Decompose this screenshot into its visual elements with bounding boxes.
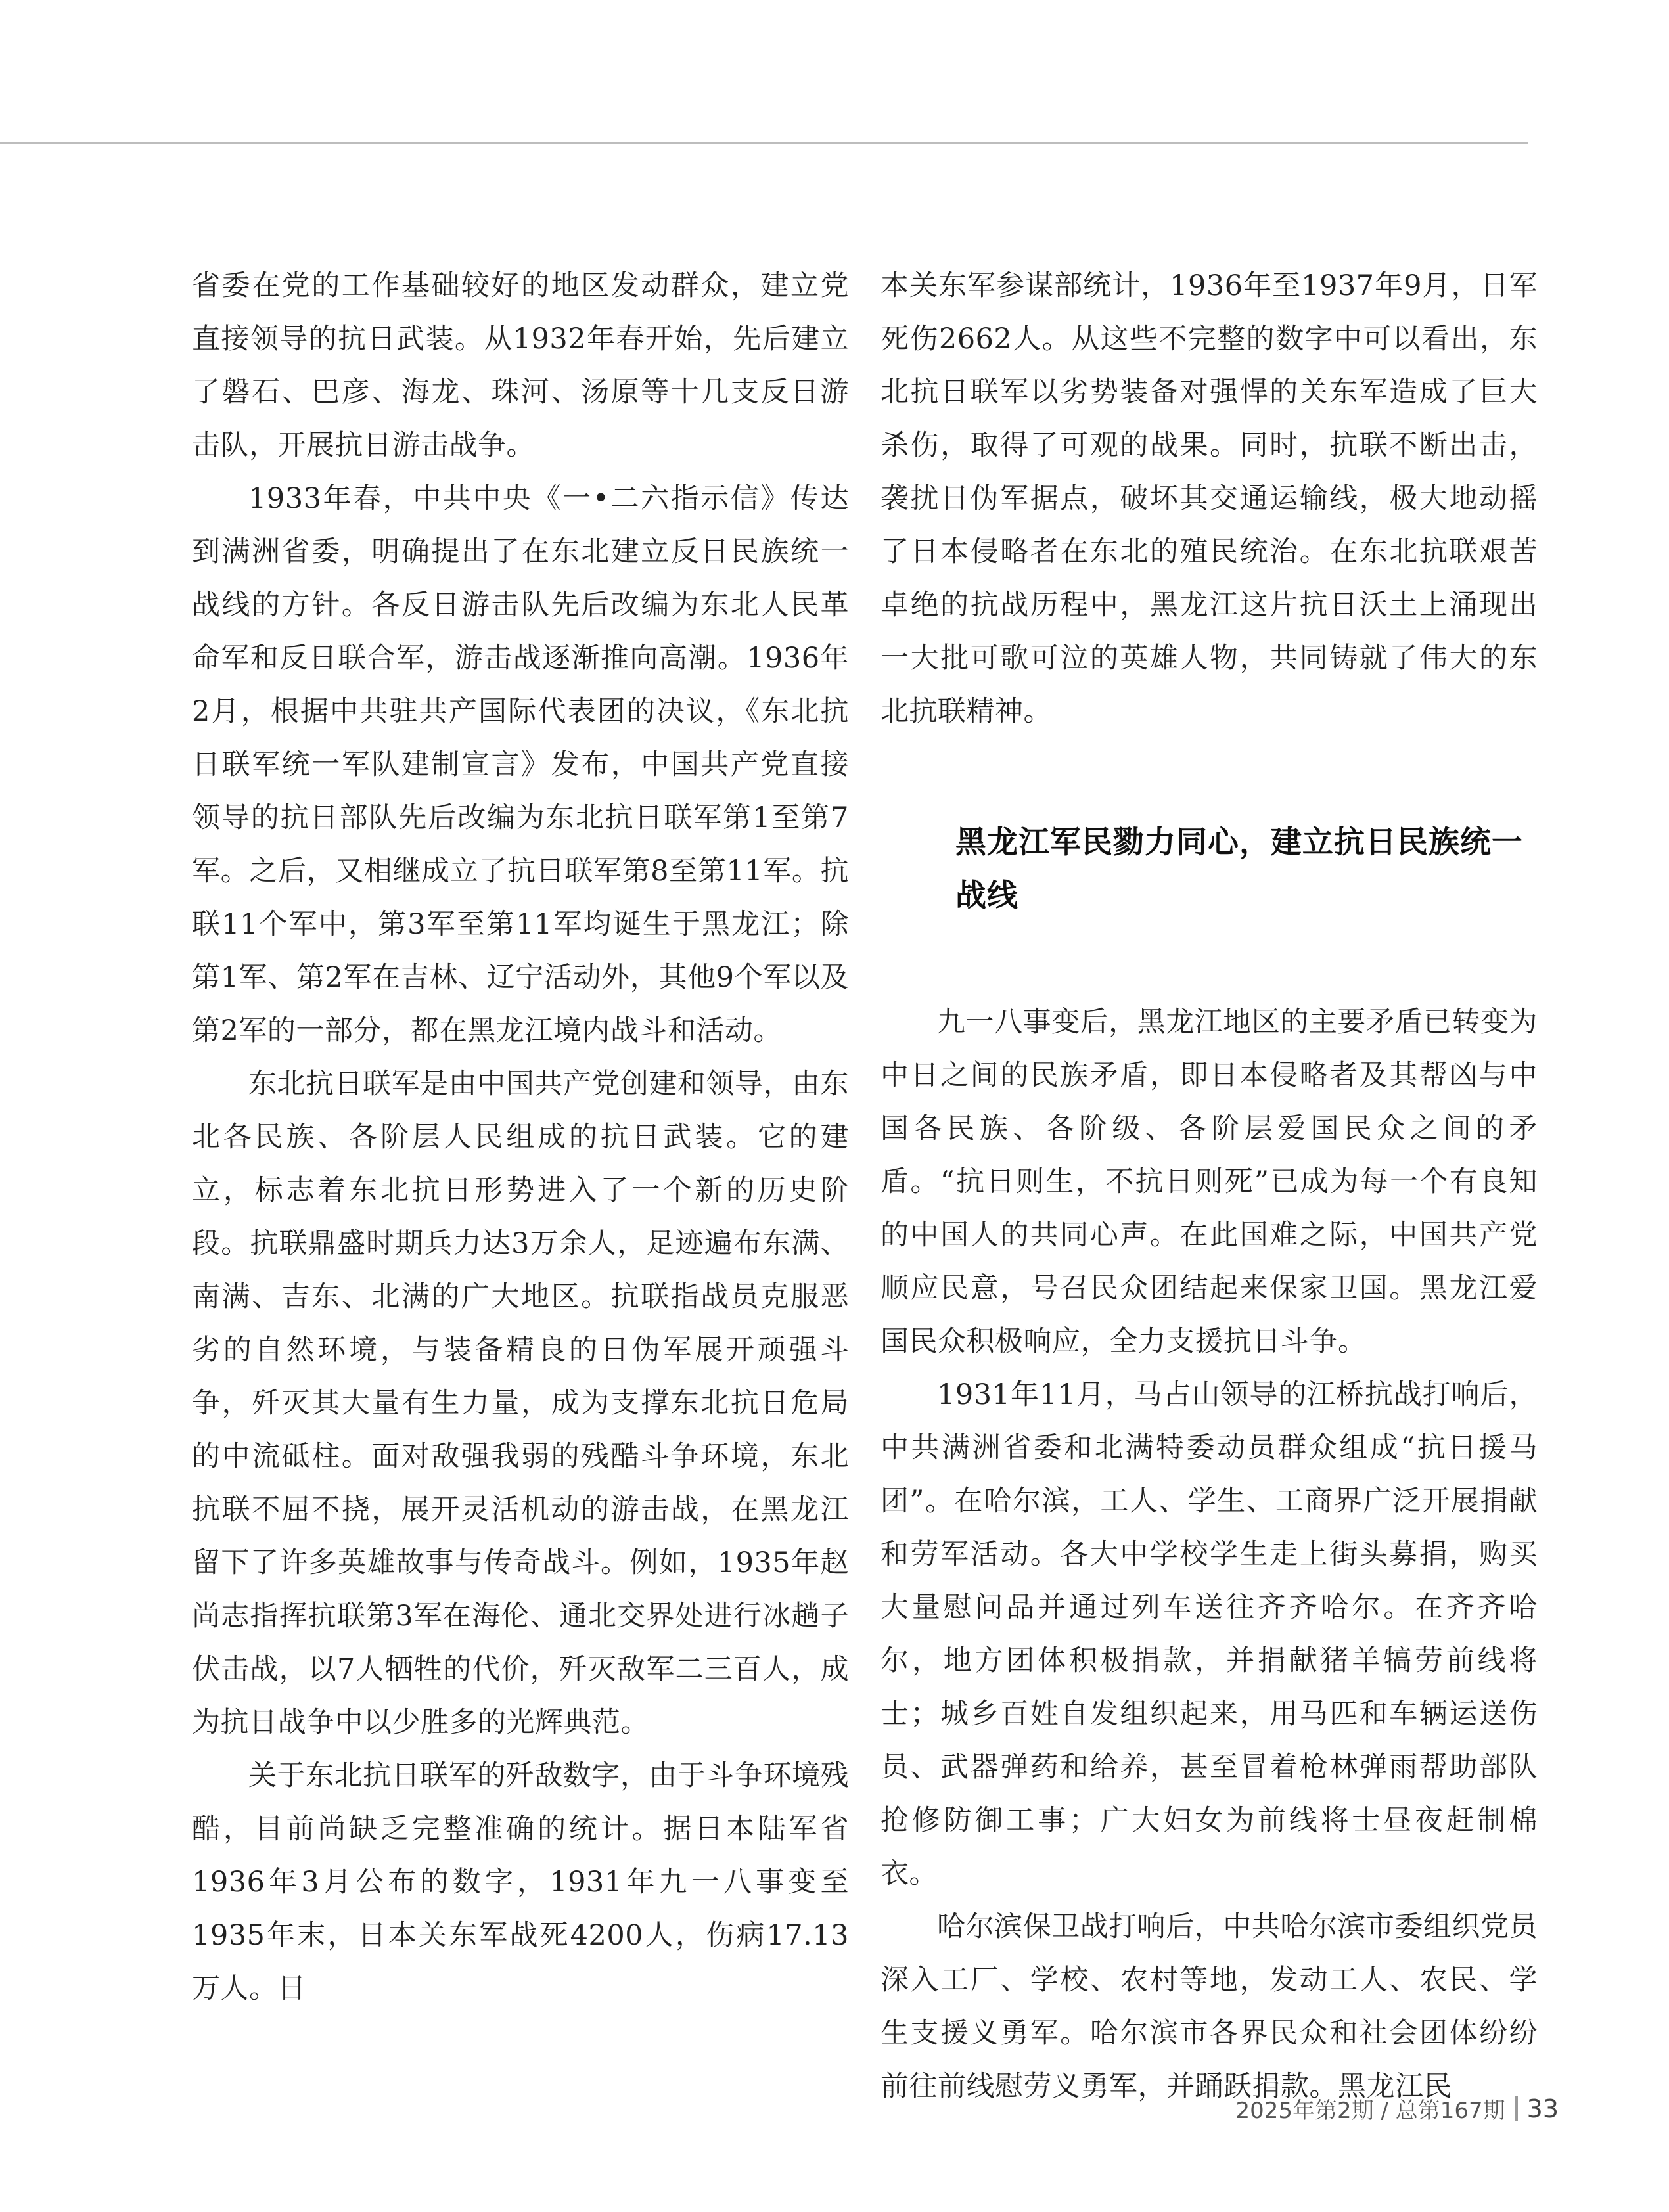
right-column [880,260,1538,2113]
header-rule [0,142,1528,144]
body-paragraph: 1933年春，中共中央《一•二六指示信》传达到满洲省委，明确提出了在东北建立反日民族统一战线的方针。各反日游击队先后改编为东北人民革命军和反日联合军，游击战逐渐推向高潮。1936年2月，根据中共驻共产国际代表团的决议，《东北抗日联军统一军队建制宣言》发布，中国共产党直接领导的抗日部队先后改编为东北抗日联军第1至第7军。之后，又相继成立了抗日联军第8至第11军。抗联11个军中，第3军至第11军均诞生于黑龙江；除第1军、第2军在吉林、辽宁活动外，其他9个军以及第2军的一部分，都在黑龙江境内战斗和活动。 [192,482,849,1047]
body-paragraph: 九一八事变后，黑龙江地区的主要矛盾已转变为中日之间的民族矛盾，即日本侵略者及其帮凶与中国各民族、各阶级、各阶层爱国民众之间的矛盾。“抗日则生，不抗日则死”已成为每一个有良知的中国人的共同心声。在此国难之际，中国共产党顺应民意，号召民众团结起来保家卫国。黑龙江爱国民众积极响应，全力支援抗日斗争。 [880,1006,1538,1358]
body-paragraph: 1931年11月，马占山领导的江桥抗战打响后，中共满洲省委和北满特委动员群众组成“抗日援马团”。在哈尔滨，工人、学生、工商界广泛开展捐献和劳军活动。各大中学校学生走上街头募捐，购买大量慰问品并通过列车送往齐齐哈尔。在齐齐哈尔，地方团体积极捐款，并捐献猪羊犒劳前线将士；城乡百姓自发组织起来，用马匹和车辆运送伤员、武器弹药和给养，甚至冒着枪林弹雨帮助部队抢修防御工事；广大妇女为前线将士昼夜赶制棉衣。 [880,1378,1538,1890]
left-column [192,260,849,2016]
section-heading: 黑龙江军民勠力同心，建立抗日民族统一战线 [955,824,1523,914]
body-paragraph: 本关东军参谋部统计，1936年至1937年9月，日军死伤2662人。从这些不完整的数字中可以看出，东北抗日联军以劣势装备对强悍的关东军造成了巨大杀伤，取得了可观的战果。同时，抗联不断出击，袭扰日伪军据点，破坏其交通运输线，极大地动摇了日本侵略者在东北的殖民统治。在东北抗联艰苦卓绝的抗战历程中，黑龙江这片抗日沃土上涌现出一大批可歌可泣的英雄人物，共同铸就了伟大的东北抗联精神。 [880,269,1538,728]
issue-info: 2025年第2期 / 总第167期 [1235,2098,1505,2124]
footer-divider [1515,2096,1518,2121]
body-paragraph: 哈尔滨保卫战打响后，中共哈尔滨市委组织党员深入工厂、学校、农村等地，发动工人、农民、学生支援义勇军。哈尔滨市各界民众和社会团体纷纷前往前线慰劳义勇军，并踊跃捐款。黑龙江民 [880,1910,1538,2103]
body-paragraph: 东北抗日联军是由中国共产党创建和领导，由东北各民族、各阶层人民组成的抗日武装。它的建立，标志着东北抗日形势进入了一个新的历史阶段。抗联鼎盛时期兵力达3万余人，足迹遍布东满、南满、吉东、北满的广大地区。抗联指战员克服恶劣的自然环境，与装备精良的日伪军展开顽强斗争，歼灭其大量有生力量，成为支撑东北抗日危局的中流砥柱。面对敌强我弱的残酷斗争环境，东北抗联不屈不挠，展开灵活机动的游击战，在黑龙江留下了许多英雄故事与传奇战斗。例如，1935年赵尚志指挥抗联第3军在海伦、通北交界处进行冰趟子伏击战，以7人牺牲的代价，歼灭敌军二三百人，成为抗日战争中以少胜多的光辉典范。 [192,1068,849,1739]
body-paragraph: 关于东北抗日联军的歼敌数字，由于斗争环境残酷，目前尚缺乏完整准确的统计。据日本陆军省1936年3月公布的数字，1931年九一八事变至1935年末，日本关东军战死4200人，伤病17.13万人。日 [192,1759,849,2005]
page-footer [1236,2092,1559,2125]
body-paragraph: 省委在党的工作基础较好的地区发动群众，建立党直接领导的抗日武装。从1932年春开始，先后建立了磐石、巴彦、海龙、珠河、汤原等十几支反日游击队，开展抗日游击战争。 [192,269,849,462]
page-number: 33 [1526,2094,1559,2123]
